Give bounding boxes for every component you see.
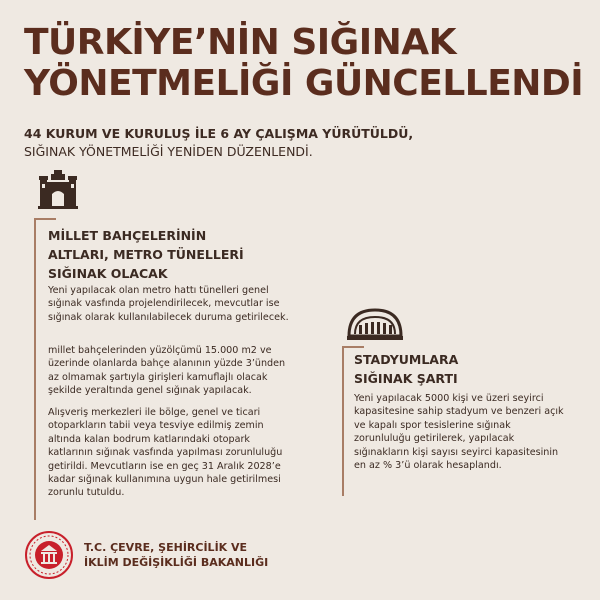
section-stadyumlar <box>342 306 582 506</box>
paragraph-stadyum: Yeni yapılacak 5000 kişi ve üzeri seyirci kapasitesine sahip stadyum ve benzeri açık ve kapalı spor tesislerine sığınak zorunluluğu getirilerek, yapılacak sığınakların kişi sayısı seyirci kapasitesinin en az % 3’ü olarak hesaplandı. <box>354 393 564 472</box>
section-heading: STADYUMLARA SIĞINAK ŞARTI <box>354 352 459 386</box>
park-gate-icon <box>36 168 80 210</box>
paragraph-otopark: Alışveriş merkezleri ile bölge, genel ve ticari otoparkların tabii veya tesviye edilmiş zemin altında kalan bodrum katlarındaki otopark katlarının sığınak vasfında yapılması zorunluluğu getirildi. Mevcutların ise en geç 31 Aralık 2028’e kadar sığınak kullanımına uygun hale getirilmesi zorunlu tutuldu. <box>48 407 283 499</box>
stadium-icon <box>346 306 404 342</box>
subtitle-line-2: SIĞINAK YÖNETMELİĞİ YENİDEN DÜZENLENDİ. <box>24 144 313 159</box>
title-line-1: TÜRKİYE’NİN SIĞINAK <box>24 22 456 63</box>
ministry-emblem-icon <box>24 530 74 580</box>
page-title <box>24 22 584 104</box>
title-line-2: YÖNETMELİĞİ GÜNCELLENDİ <box>24 63 584 104</box>
ministry-name: T.C. ÇEVRE, ŞEHİRCİLİK VE İKLİM DEĞİŞİKLİĞİ BAKANLIĞI <box>84 541 269 569</box>
subtitle <box>24 125 584 161</box>
paragraph-millet-bahceleri: millet bahçelerinden yüzölçümü 15.000 m2 ve üzerinde olanlarda bahçe alanının yüzde 3’ünden az olmamak şartıyla girişleri kamuflajlı olacak şekilde yeraltında genel sığınak yapılacak. <box>48 345 286 397</box>
section-millet-bahceleri <box>34 168 302 520</box>
section-heading: MİLLET BAHÇELERİNİN ALTLARI, METRO TÜNELLERİ SIĞINAK OLACAK <box>48 228 244 281</box>
paragraph-metro: Yeni yapılacak olan metro hattı tünelleri genel sığınak vasfında projelendirilecek, mevcutlar ise sığınak olarak kullanılabilecek duruma getirilecek. <box>48 285 289 323</box>
subtitle-line-1: 44 KURUM VE KURULUŞ İLE 6 AY ÇALIŞMA YÜRÜTÜLDÜ, <box>24 126 414 141</box>
